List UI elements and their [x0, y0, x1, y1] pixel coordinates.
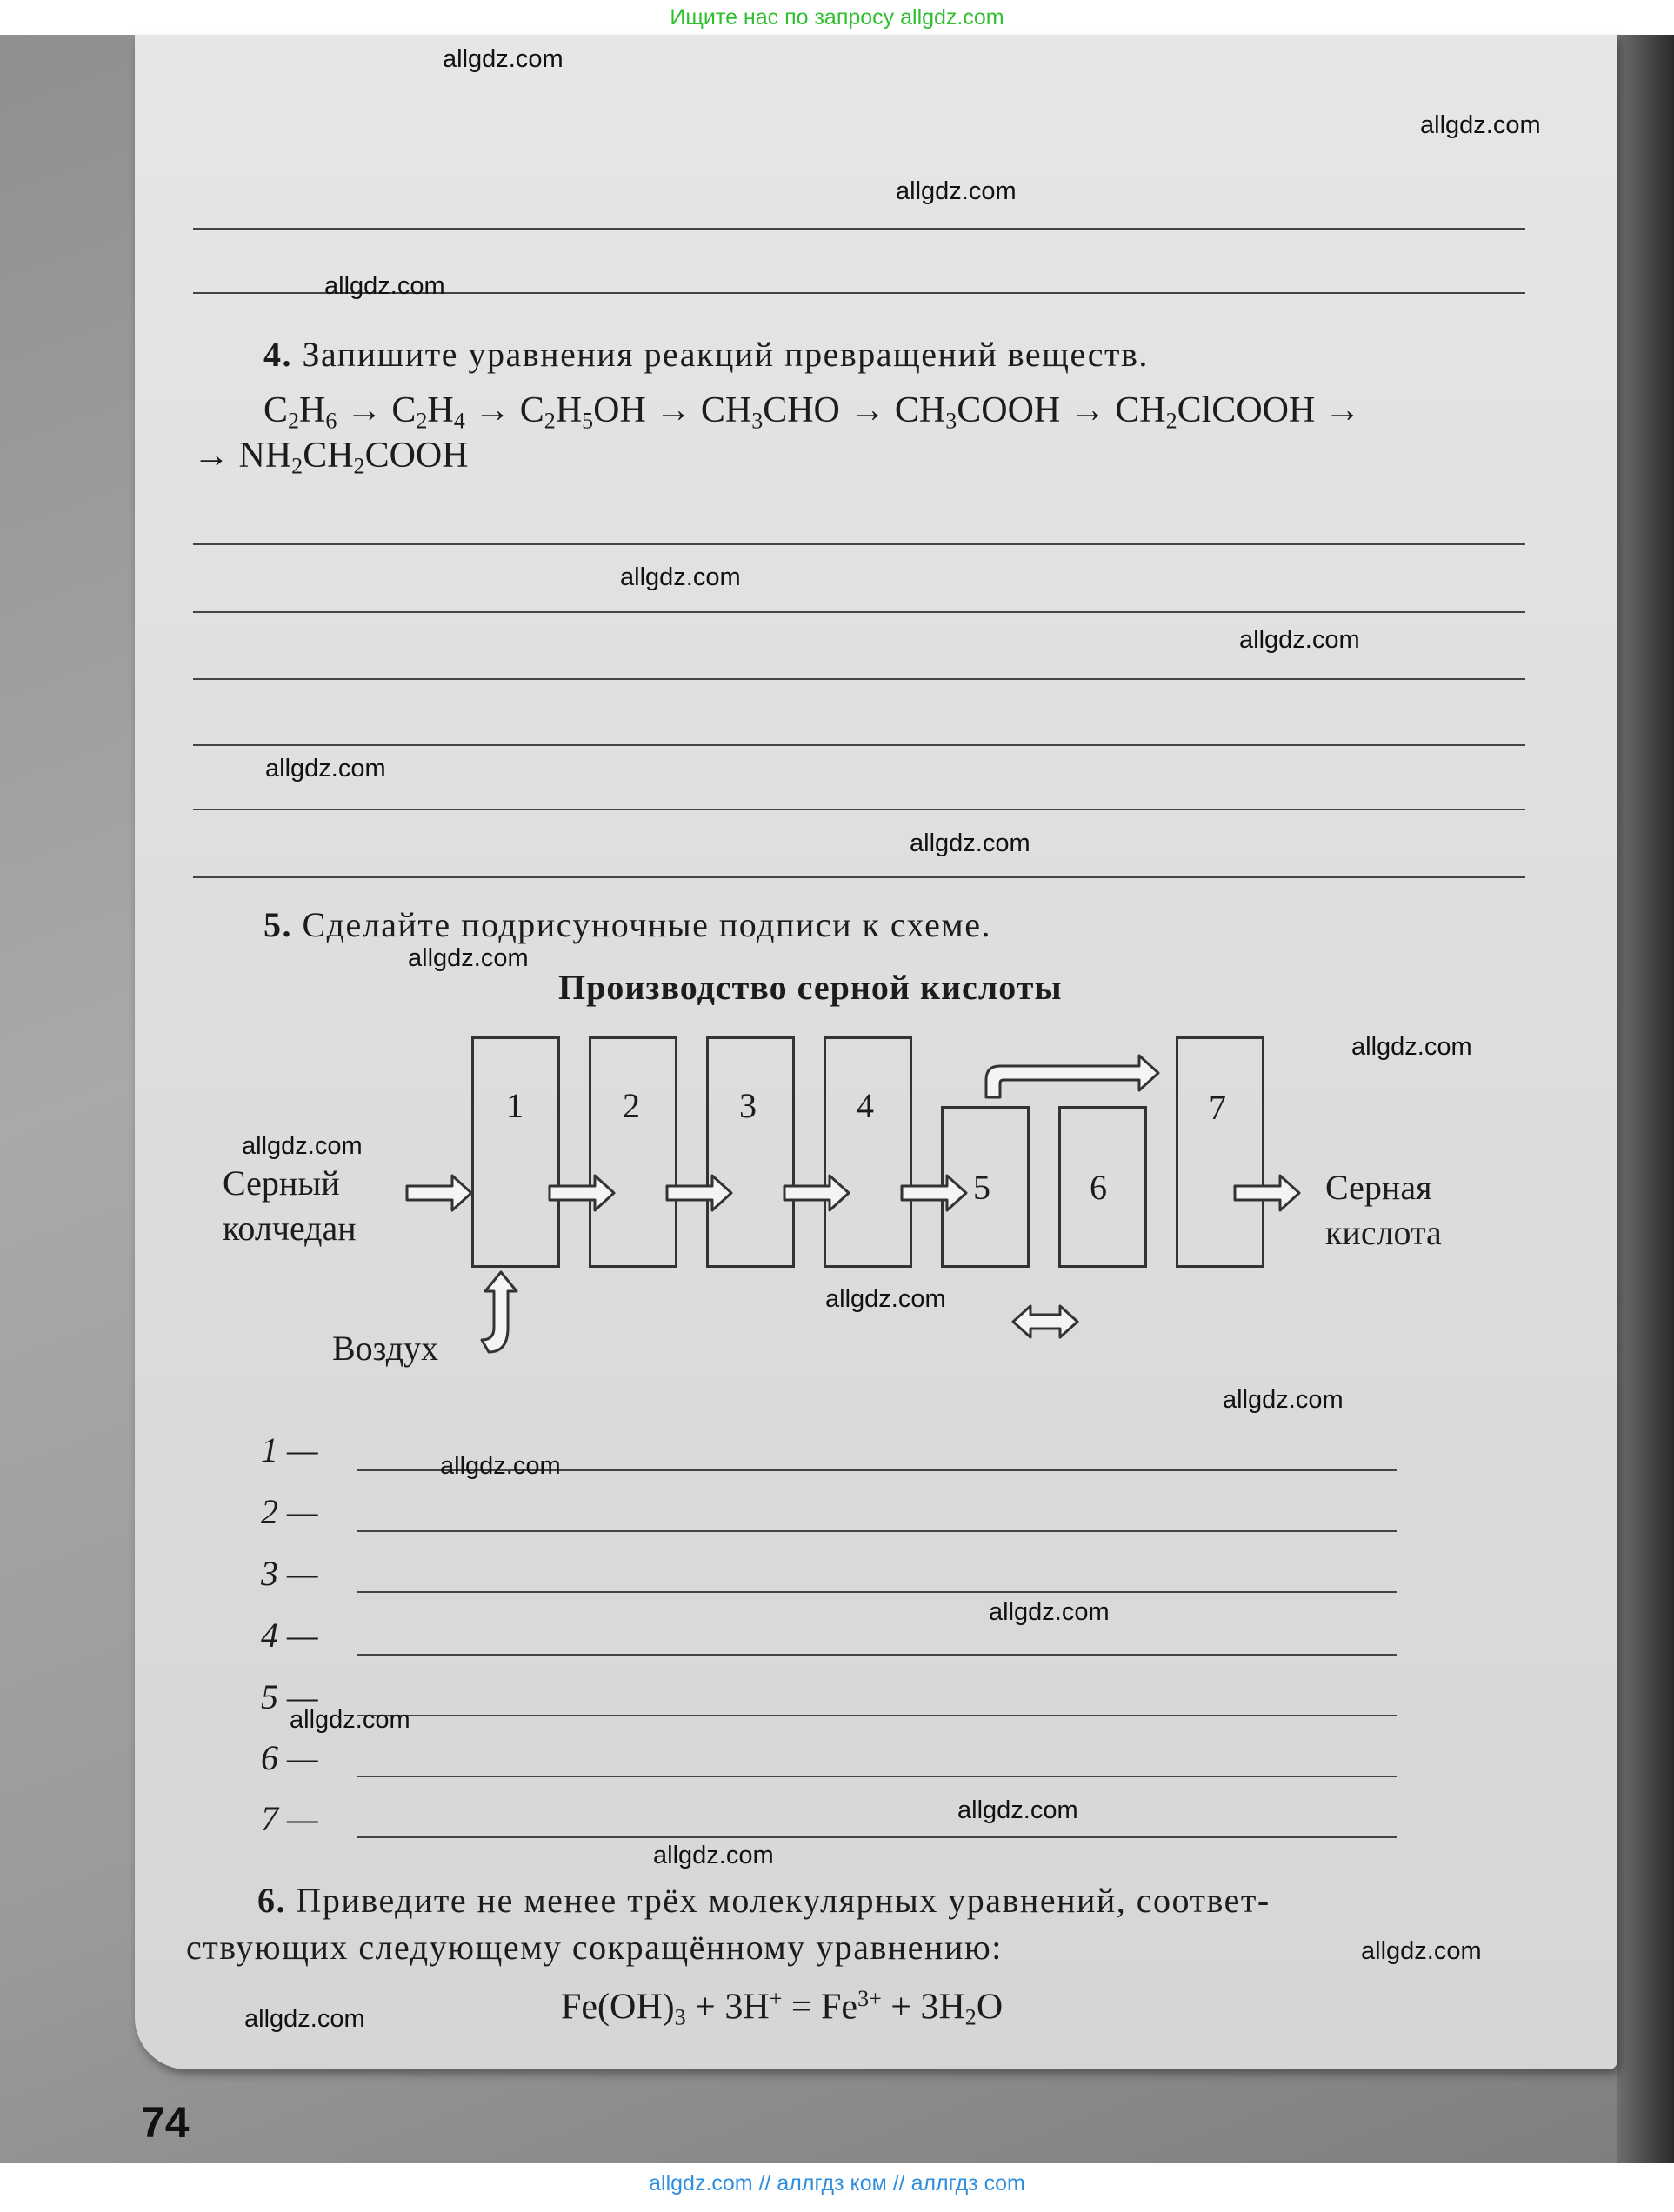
task-5-number: 5. [263, 905, 292, 944]
task-6-ionic-equation: $Fe(OH)_3 + 3H^+ = Fe^{3+} + 3H_2O$ [561, 1986, 1004, 2030]
answer-label-4: 4 — [261, 1616, 318, 1655]
task-6-text-line-2: ствующих следующему сокращённому уравнению: [186, 1928, 1003, 1967]
task-4-text: Запишите уравнения реакций превращений веществ. [302, 335, 1149, 374]
watermark: allgdz.com [443, 45, 564, 73]
air-label: Воздух [332, 1329, 439, 1368]
output-label: Серная кислота [1325, 1168, 1442, 1252]
top-banner[interactable]: Ищите нас по запросу allgdz.com [670, 5, 1004, 30]
footer-links[interactable]: allgdz.com // аллгдз ком // аллгдз com [649, 2171, 1025, 2195]
input-label: Серный колчедан [223, 1163, 357, 1248]
watermark: allgdz.com [290, 1706, 410, 1734]
watermark: allgdz.com [896, 177, 1017, 205]
task-6-text-line-1: Приведите не менее трёх молекулярных уравнений, соответ- [296, 1881, 1271, 1920]
watermark: allgdz.com [1420, 111, 1541, 139]
arrow-right-icon [667, 1176, 731, 1210]
watermark: allgdz.com [242, 1132, 363, 1160]
arrow-right-icon [784, 1176, 849, 1210]
diagram-title: Производство серной кислоты [558, 968, 1063, 1007]
box-number-2: 2 [623, 1086, 640, 1125]
answer-label-5: 5 — [261, 1677, 318, 1716]
watermark: allgdz.com [653, 1842, 774, 1869]
box-number-3: 3 [739, 1086, 757, 1125]
watermark: allgdz.com [244, 2005, 365, 2033]
answer-line [357, 1836, 1397, 1838]
answer-label-6: 6 — [261, 1738, 318, 1777]
task-4-number: 4. [263, 335, 292, 374]
answer-label-1: 1 — [261, 1430, 318, 1469]
task-6-heading [257, 1880, 1271, 1921]
watermark: allgdz.com [408, 944, 529, 972]
watermark: allgdz.com [957, 1796, 1078, 1824]
arrow-double-icon [1013, 1306, 1077, 1337]
answer-line [357, 1776, 1397, 1777]
answer-label-3: 3 — [261, 1554, 318, 1593]
box-number-1: 1 [506, 1086, 524, 1125]
arrow-bent-right-icon [986, 1056, 1158, 1097]
answer-label-7: 7 — [261, 1799, 318, 1838]
watermark: allgdz.com [440, 1452, 561, 1480]
task-5-text: Сделайте подрисуночные подписи к схеме. [302, 905, 991, 944]
task-6-number: 6. [257, 1881, 286, 1920]
arrow-right-icon [1235, 1176, 1299, 1210]
arrow-right-icon [902, 1176, 966, 1210]
box-number-7: 7 [1209, 1088, 1226, 1127]
answer-line [357, 1654, 1397, 1656]
box-number-4: 4 [857, 1086, 874, 1125]
answer-line [357, 1715, 1397, 1716]
arrow-right-icon [407, 1176, 471, 1210]
answer-line [357, 1591, 1397, 1593]
answer-line [357, 1530, 1397, 1532]
watermark: allgdz.com [1361, 1937, 1482, 1965]
arrow-up-curved-icon [482, 1272, 517, 1352]
watermark: allgdz.com [620, 563, 741, 591]
answer-label-2: 2 — [261, 1492, 318, 1531]
box-number-5: 5 [973, 1168, 990, 1207]
page-number: 74 [141, 2098, 190, 2147]
box-number-6: 6 [1090, 1168, 1107, 1207]
watermark: allgdz.com [1351, 1033, 1472, 1061]
watermark: allgdz.com [989, 1598, 1110, 1626]
arrow-right-icon [550, 1176, 614, 1210]
watermark: allgdz.com [265, 755, 386, 783]
watermark: allgdz.com [1239, 626, 1360, 654]
task-4-chain-line-2: → $NH_2CH_2COOH$ [193, 436, 469, 479]
watermark: allgdz.com [324, 272, 445, 300]
watermark: allgdz.com [1223, 1386, 1344, 1414]
task-4-chain-line-1: $C_2H_6 \to C_2H_4 \to C_2H_5OH \to CH_3CHO$ → $CH_3COOH$ → $CH_2ClCOOH$ → [263, 390, 1361, 434]
watermark: allgdz.com [910, 830, 1030, 857]
watermark: allgdz.com [825, 1285, 946, 1313]
